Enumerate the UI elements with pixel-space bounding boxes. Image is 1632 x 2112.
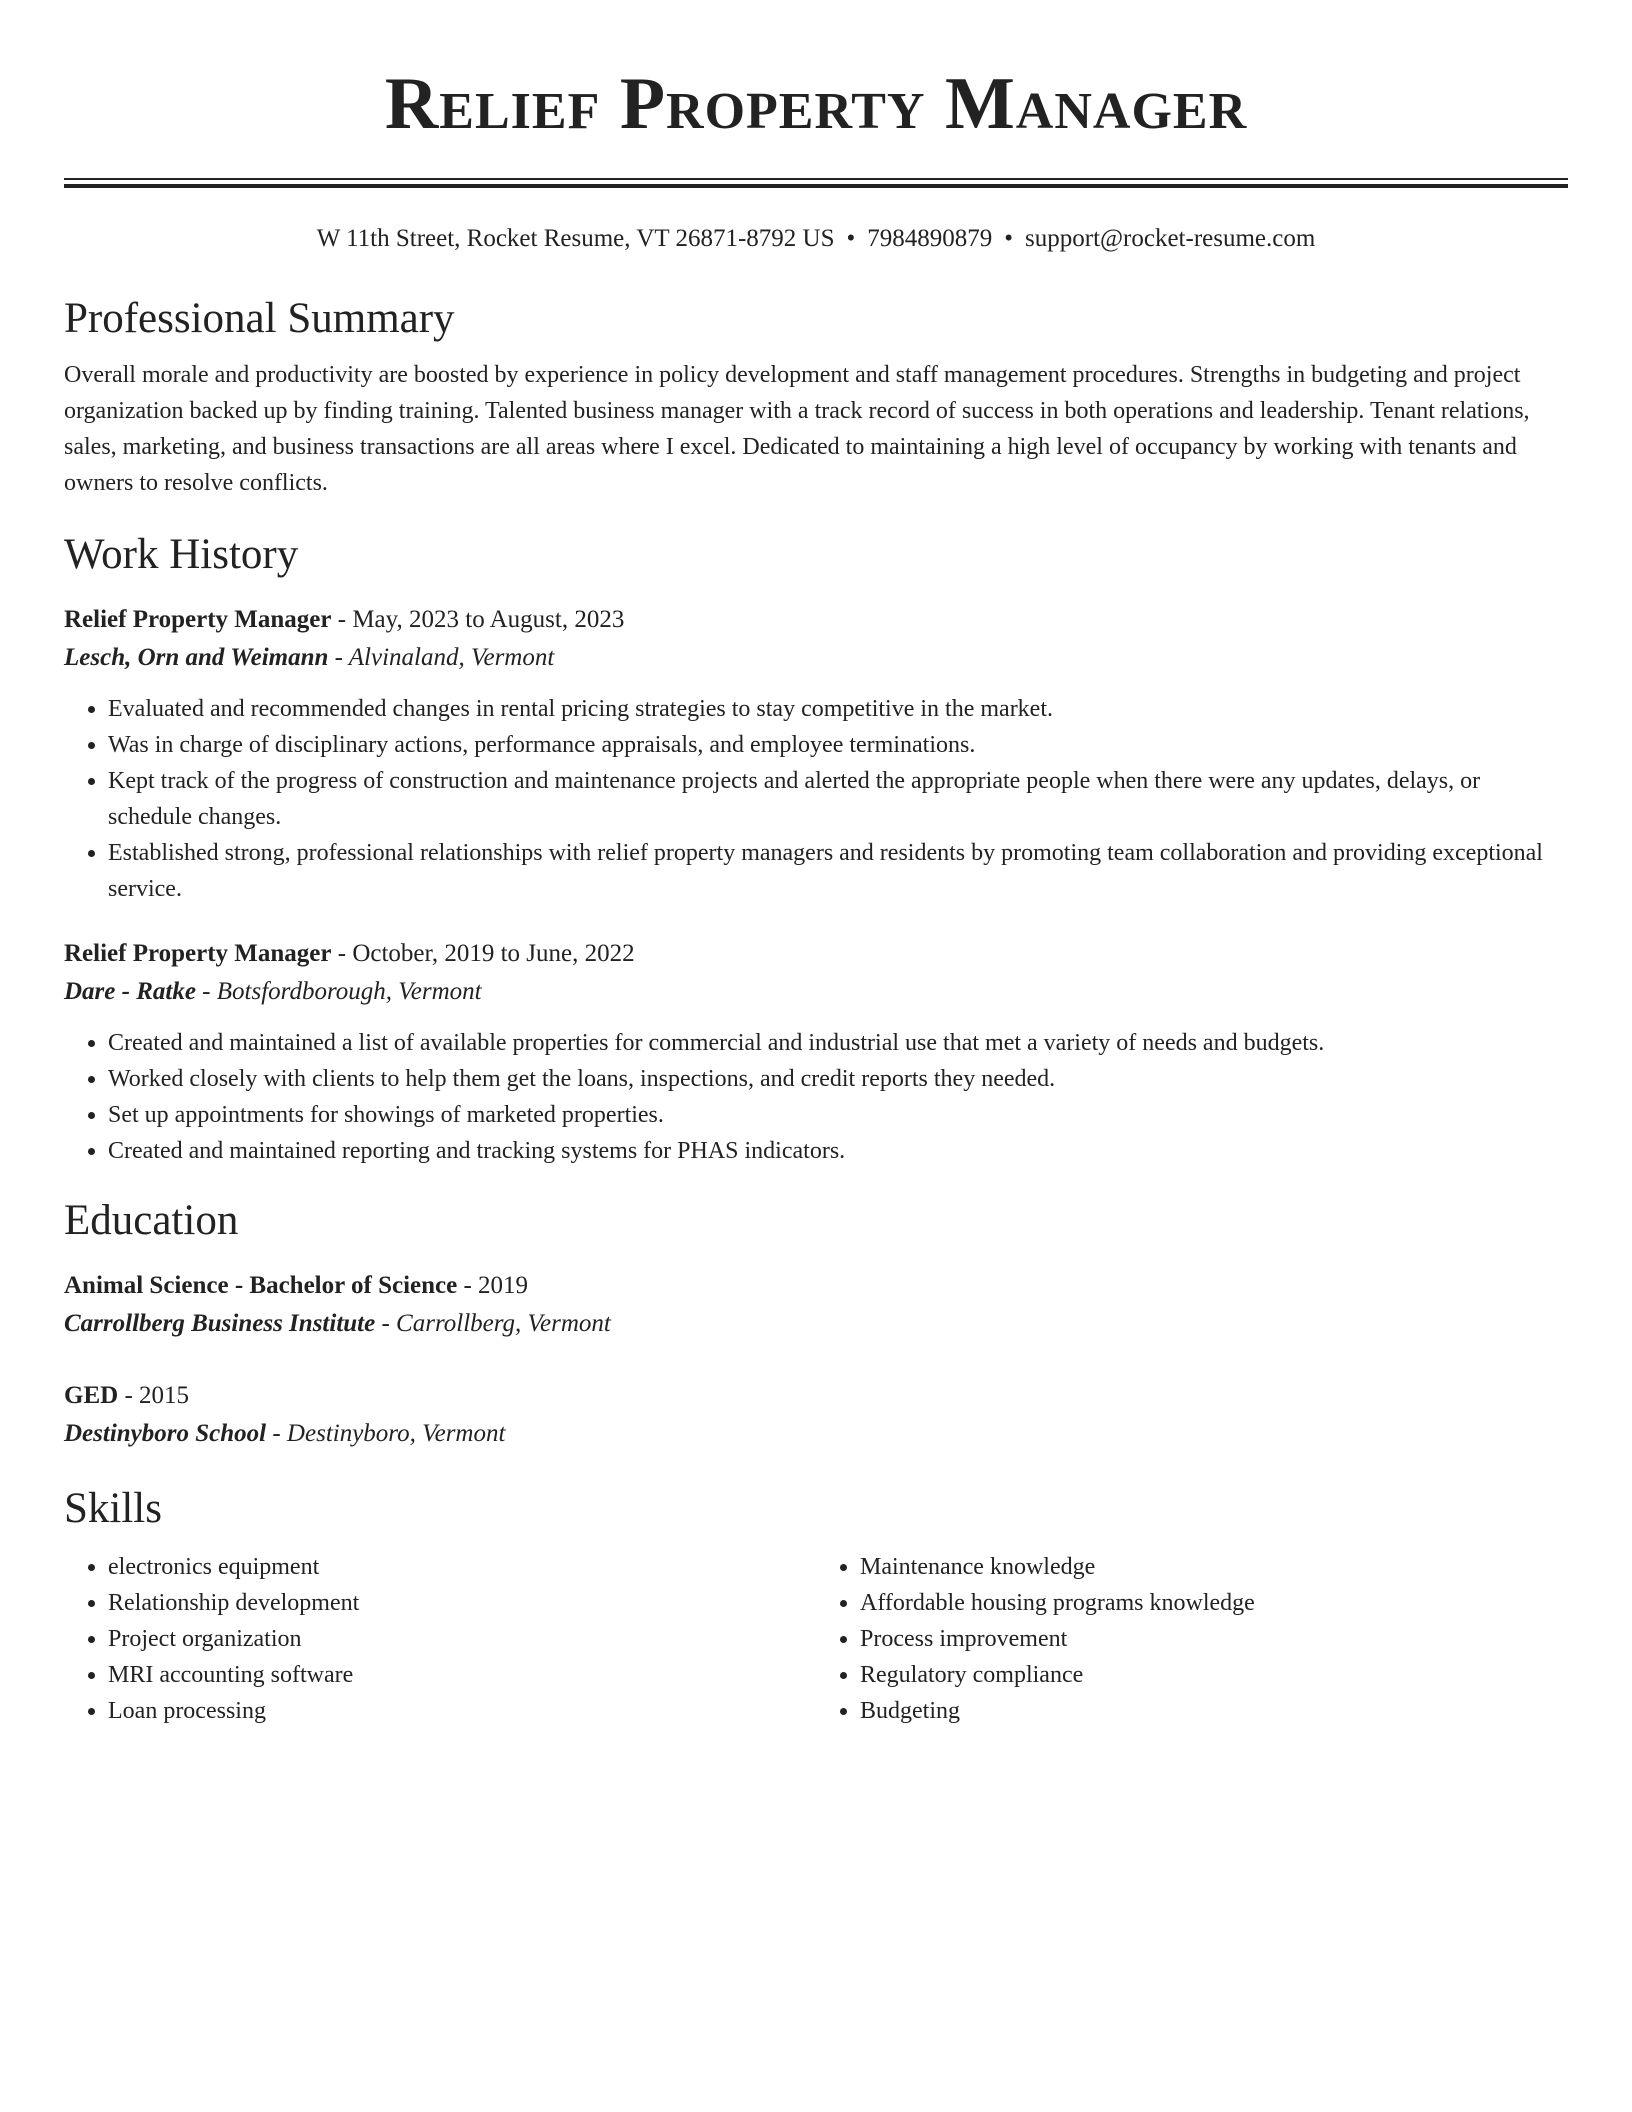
education-school: Destinyboro School bbox=[64, 1420, 267, 1447]
education-header bbox=[64, 1377, 1568, 1415]
education-school: Carrollberg Business Institute bbox=[64, 1310, 376, 1337]
list-item: • Set up appointments for showings of marketed properties. bbox=[108, 1097, 1568, 1133]
education-school-line bbox=[64, 1305, 1568, 1343]
education-location: - Destinyboro, Vermont bbox=[266, 1420, 506, 1447]
education-entry bbox=[64, 1377, 1568, 1453]
list-item: • Project organization bbox=[108, 1621, 816, 1657]
job-bullets bbox=[64, 1025, 1568, 1169]
job-header bbox=[64, 601, 1568, 639]
job-location: - Alvinaland, Vermont bbox=[328, 644, 555, 671]
list-item: • Worked closely with clients to help them get the loans, inspections, and credit reports they needed. bbox=[108, 1061, 1568, 1097]
contact-separator: • bbox=[846, 225, 856, 252]
job-company: Lesch, Orn and Weimann bbox=[64, 644, 329, 671]
summary-heading: Professional Summary bbox=[64, 295, 455, 342]
skills-column-right bbox=[816, 1549, 1568, 1729]
contact-phone: 7984890879 bbox=[867, 225, 993, 252]
skills-list bbox=[64, 1549, 1568, 1729]
list-item: • Kept track of the progress of construction and maintenance projects and alerted the appropriate people when there were any updates, delays, or schedule changes. bbox=[108, 763, 1568, 835]
contact-separator: • bbox=[1004, 225, 1014, 252]
list-item: • Evaluated and recommended changes in rental pricing strategies to stay competitive in the market. bbox=[108, 691, 1568, 727]
resume-name: Relief Property Manager bbox=[384, 63, 1248, 145]
job-entry bbox=[64, 935, 1568, 1169]
contact-line bbox=[64, 221, 1568, 257]
list-item: • MRI accounting software bbox=[108, 1657, 816, 1693]
list-item: • electronics equipment bbox=[108, 1549, 816, 1585]
skills-column-left bbox=[64, 1549, 816, 1729]
job-company: Dare - Ratke bbox=[64, 978, 196, 1005]
list-item: • Maintenance knowledge bbox=[860, 1549, 1568, 1585]
list-item: • Budgeting bbox=[860, 1693, 1568, 1729]
list-item: • Regulatory compliance bbox=[860, 1657, 1568, 1693]
job-location: - Botsfordborough, Vermont bbox=[195, 978, 482, 1005]
summary-text: Overall morale and productivity are boosted by experience in policy development and staff management procedures. Strengths in budgeting and project organization backed up by finding training. Talented business manager with a track record of success in both operations and leadership. Tenant relations, sales, marketing, and business transactions are all areas where I excel. Dedicated to maintaining a high level of occupancy by working with tenants and owners to resolve conflicts. bbox=[64, 362, 1530, 496]
skills-heading: Skills bbox=[64, 1485, 162, 1532]
list-item: • Process improvement bbox=[860, 1621, 1568, 1657]
education-school-line bbox=[64, 1415, 1568, 1453]
education-heading: Education bbox=[64, 1197, 239, 1244]
list-item: • Loan processing bbox=[108, 1693, 816, 1729]
job-dates: - May, 2023 to August, 2023 bbox=[331, 606, 625, 633]
job-role: Relief Property Manager bbox=[64, 606, 332, 633]
list-item: • Created and maintained reporting and tracking systems for PHAS indicators. bbox=[108, 1133, 1568, 1169]
list-item: • Established strong, professional relationships with relief property managers and residents by promoting team collaboration and providing exceptional service. bbox=[108, 835, 1568, 907]
list-item: • Affordable housing programs knowledge bbox=[860, 1585, 1568, 1621]
education-degree: GED bbox=[64, 1382, 119, 1409]
education-header bbox=[64, 1267, 1568, 1305]
education-year: - 2015 bbox=[118, 1382, 190, 1409]
job-bullets bbox=[64, 691, 1568, 907]
education-location: - Carrollberg, Vermont bbox=[375, 1310, 611, 1337]
header-divider bbox=[64, 178, 1568, 188]
job-entry bbox=[64, 601, 1568, 907]
education-year: - 2019 bbox=[457, 1272, 529, 1299]
work-history-heading: Work History bbox=[64, 531, 299, 578]
education-entry bbox=[64, 1267, 1568, 1343]
job-role: Relief Property Manager bbox=[64, 940, 332, 967]
list-item: • Relationship development bbox=[108, 1585, 816, 1621]
education-degree: Animal Science - Bachelor of Science bbox=[64, 1272, 458, 1299]
contact-address: W 11th Street, Rocket Resume, VT 26871-8792 US bbox=[316, 225, 835, 252]
list-item: • Created and maintained a list of available properties for commercial and industrial use that met a variety of needs and budgets. bbox=[108, 1025, 1568, 1061]
job-header bbox=[64, 935, 1568, 973]
list-item: • Was in charge of disciplinary actions, performance appraisals, and employee terminations. bbox=[108, 727, 1568, 763]
job-employer bbox=[64, 639, 1568, 677]
job-employer bbox=[64, 973, 1568, 1011]
contact-email: support@rocket-resume.com bbox=[1025, 225, 1316, 252]
job-dates: - October, 2019 to June, 2022 bbox=[331, 940, 635, 967]
